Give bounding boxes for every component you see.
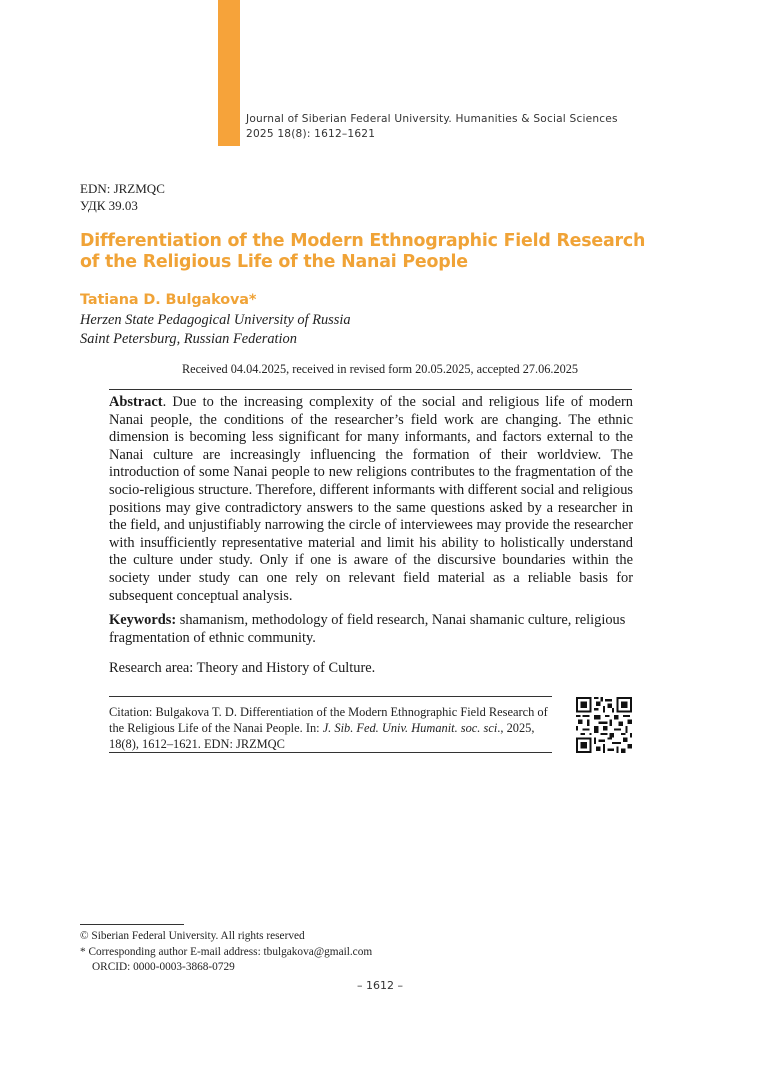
citation-text: the Religious Life of the Nanai People. In: [109, 721, 323, 735]
affiliation-institution: Herzen State Pedagogical University of Russia [80, 312, 351, 328]
citation-year: ., 2025, [497, 721, 535, 735]
edn-id: EDN: JRZMQC [80, 181, 165, 196]
citation-bottom-rule [109, 752, 552, 753]
keywords-label: Keywords: [109, 612, 177, 628]
citation-line-1: Citation: Bulgakova T. D. Differentiation of the Modern Ethnographic Field Research of [109, 705, 548, 719]
orcid-note: ORCID: 0000-0003-3868-0729 [92, 961, 235, 973]
affiliation [80, 311, 351, 349]
citation-line-3: 18(8), 1612–1621. EDN: JRZMQC [109, 737, 285, 751]
abstract [109, 394, 633, 605]
author-name: Tatiana D. Bulgakova* [80, 292, 257, 308]
accent-bar [218, 0, 240, 146]
page-number: – 1612 – [357, 979, 403, 992]
citation [109, 704, 554, 752]
title-line-1: Differentiation of the Modern Ethnographic Field Research [80, 231, 646, 251]
abstract-text: . Due to the increasing complexity of the social and religious life of modern Nanai people, the conditions of the researcher’s field work are changing. The ethnic dimension is becoming less significant for many informants, and factors external to the Nanai culture are increasingly influencing the formation of their worldview. The introduction of some Nanai people to new religions contributes to the fragmentation of the socio-religious structure. Therefore, different informants with different social and religious positions may give contradictory answers to the same questions asked by a researcher in the field, and unjustifiably narrowing the circle of interviewees may provide the researcher with insufficiently representative material and limit his ability to holistically understand the culture under study. Only if one is aware of the discursive boundaries within the society under study can one rely on relevant field material as a reliable basis for subsequent conceptual analysis. [109, 394, 633, 604]
journal-name: Journal of Siberian Federal University. Humanities & Social Sciences [246, 113, 618, 125]
footnote-rule [80, 924, 184, 925]
abstract-top-rule [109, 389, 632, 390]
identifiers [80, 180, 165, 214]
corresponding-author-note: * Corresponding author E-mail address: tbulgakova@gmail.com [80, 945, 373, 958]
research-area: Research area: Theory and History of Culture. [109, 660, 376, 676]
journal-issue: 2025 18(8): 1612–1621 [246, 128, 376, 140]
copyright-note: © Siberian Federal University. All rights reserved [80, 930, 305, 942]
udk-id: УДК 39.03 [80, 198, 138, 213]
journal-header [246, 112, 618, 142]
footnotes [80, 929, 372, 976]
keywords [109, 612, 633, 647]
affiliation-location: Saint Petersburg, Russian Federation [80, 331, 297, 347]
citation-journal: J. Sib. Fed. Univ. Humanit. soc. sci [322, 721, 498, 735]
received-dates: Received 04.04.2025, received in revised form 20.05.2025, accepted 27.06.2025 [181, 362, 579, 376]
qr-code-icon [576, 697, 632, 753]
abstract-label: Abstract [109, 394, 163, 410]
article-title [80, 231, 646, 273]
keywords-text: shamanism, methodology of field research, Nanai shamanic culture, religious fragmentation of ethnic community. [109, 612, 626, 646]
citation-line-2 [109, 720, 554, 736]
title-line-2: of the Religious Life of the Nanai People [80, 252, 468, 272]
citation-top-rule [109, 696, 552, 697]
